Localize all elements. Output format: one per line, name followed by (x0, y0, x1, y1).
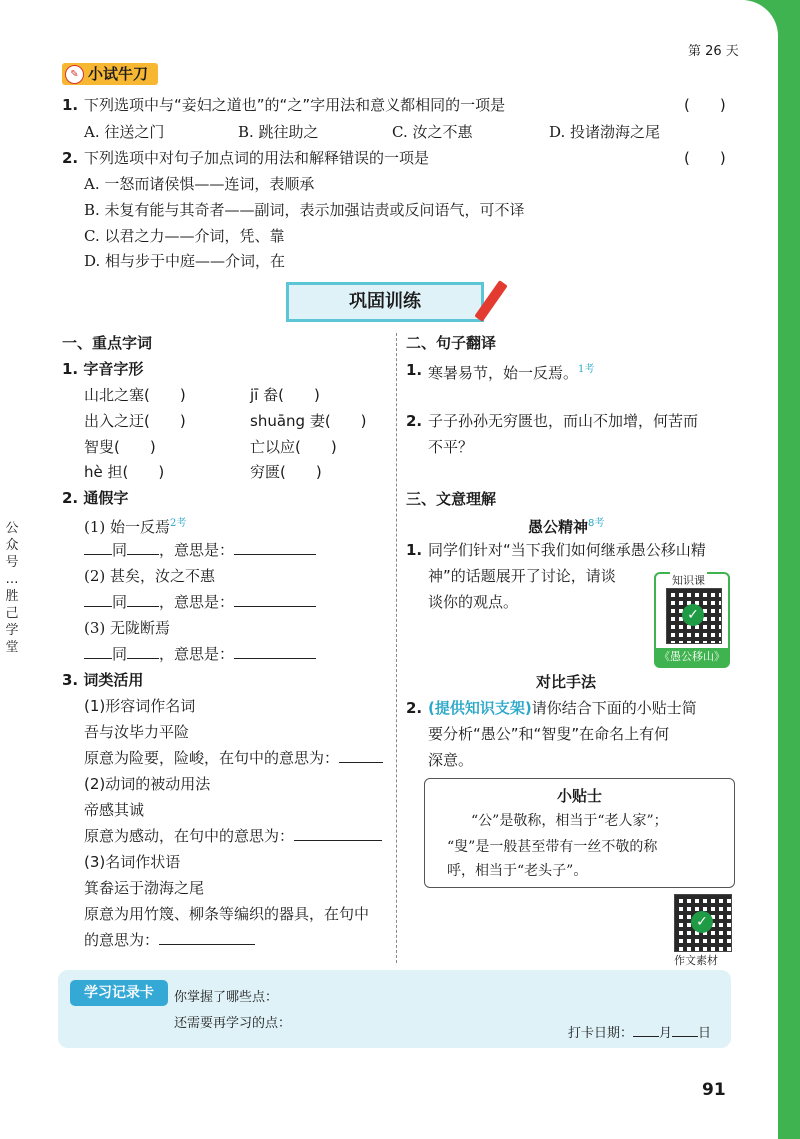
s3-orig-3: 原意为用竹篾、柳条等编织的器具，在句中 (84, 905, 370, 923)
s1-item-8: 穷匮( ) (250, 463, 322, 481)
record-card (58, 970, 731, 1048)
exam-tag: 1考 (578, 364, 595, 375)
check-icon: ✓ (682, 604, 704, 626)
s3-sentence-1: 吾与汝毕力平险 (84, 723, 190, 741)
sub1-title: 愚公精神$^{8考}$ (528, 518, 605, 536)
tip-box (424, 778, 735, 888)
t1-number: 1. (406, 361, 423, 379)
banner-title: 巩固训练 (349, 291, 421, 312)
q2-number: 2. (62, 149, 79, 167)
page-number: 91 (702, 1080, 726, 1100)
day-label: 第 26 天 (688, 44, 739, 59)
right-heading-2: 二、句子翻译 (406, 334, 497, 352)
s3-title: 3. 词类活用 (62, 671, 144, 689)
tip-title: 小贴士 (556, 787, 602, 805)
s1-item-2: jī 畚( ) (250, 386, 320, 404)
exam-tag: 8考 (588, 518, 605, 529)
s3-sentence-3: 箕畚运于渤海之尾 (84, 879, 205, 897)
q1-bracket: ( ) (684, 96, 726, 114)
t2-text: 子子孙孙无穷匮也，而山不加增，何苦而 (428, 412, 699, 430)
q1-text: 下列选项中与“妾妇之道也”的“之”字用法和意义都相同的一项是 (84, 96, 506, 114)
q1-option-c: C. 汝之不惠 (392, 123, 473, 141)
s2-title: 2. 通假字 (62, 489, 129, 507)
side-text: 公 众 号 … 胜 己 学 堂 (5, 521, 19, 655)
section-title-badge (62, 63, 158, 85)
s3-type-1: (1)形容词作名词 (84, 697, 196, 715)
pencil-icon: ✎ (65, 65, 84, 84)
rq2-number: 2. (406, 699, 423, 717)
t2-number: 2. (406, 412, 423, 430)
qr-caption: 作文素材 (674, 954, 718, 967)
q1-option-d: D. 投诸渤海之尾 (549, 123, 661, 141)
rq2-line-2: 要分析“愚公”和“智叟”在命名上有何 (428, 725, 670, 743)
q1-option-a: A. 往送之门 (84, 123, 165, 141)
t2-text-2: 不平？ (428, 438, 474, 456)
q1-number: 1. (62, 96, 79, 114)
record-date: 打卡日期： 月 日 (568, 1022, 711, 1041)
s3-sentence-2: 帝感其诚 (84, 801, 145, 819)
rq1-line-1: 同学们针对“当下我们如何继承愚公移山精 (428, 541, 706, 559)
s2-sentence-2: (2) 甚矣，汝之不惠 (84, 567, 216, 585)
rq1-line-2: 神”的话题展开了讨论，请谈 (428, 567, 616, 585)
s3-type-2: (2)动词的被动用法 (84, 775, 211, 793)
s1-item-7: hè 担( ) (84, 463, 165, 481)
column-divider (396, 333, 397, 963)
s3-type-3: (3)名词作状语 (84, 853, 181, 871)
s1-item-1: 山北之塞( ) (84, 386, 186, 404)
q2-bracket: ( ) (684, 149, 726, 167)
record-line-2: 还需要再学习的点： (174, 1016, 292, 1031)
qr-top-label: 知识课 (672, 574, 705, 587)
tip-line-3: 呼，相当于“老头子”。 (447, 863, 588, 879)
q2-option-a: A. 一怒而诸侯惧——连词，表顺承 (84, 175, 315, 193)
s2-line-1: 同 ，意思是： (84, 540, 316, 560)
knowledge-tag: (提供知识支架) (428, 699, 532, 717)
section-banner (286, 282, 484, 322)
tip-line-2: “叟”是一般甚至带有一丝不敬的称 (447, 839, 658, 855)
q1-option-b: B. 跳往助之 (238, 123, 319, 141)
exam-tag: 2考 (170, 518, 187, 529)
s1-title: 1. 字音字形 (62, 360, 144, 378)
s2-line-2: 同 ，意思是： (84, 592, 316, 612)
s2-sentence-1: (1) 始一反焉$^{2考}$ (84, 518, 187, 536)
rq1-number: 1. (406, 541, 423, 559)
right-heading-3: 三、文意理解 (406, 490, 497, 508)
check-icon: ✓ (691, 911, 713, 933)
knowledge-qr-card[interactable] (654, 572, 730, 668)
s1-item-3: 出入之迂( ) (84, 412, 186, 430)
s1-item-4: shuāng 妻( ) (250, 412, 367, 430)
left-heading: 一、重点字词 (62, 334, 153, 352)
s3-orig-3b: 的意思为： (84, 930, 255, 950)
s2-sentence-3: (3) 无陇断焉 (84, 619, 171, 637)
record-title: 学习记录卡 (70, 980, 168, 1006)
q2-option-d: D. 相与步于中庭——介词，在 (84, 252, 286, 270)
t1-text: 寒暑易节，始一反焉。$^{1考}$ (428, 364, 595, 382)
rq1-line-3: 谈你的观点。 (428, 593, 519, 611)
sub2-title: 对比手法 (536, 673, 597, 691)
record-line-1: 你掌握了哪些点： (174, 990, 279, 1005)
qr-bottom-label: 《愚公移山》 (656, 648, 728, 666)
rq2-line-3: 深意。 (428, 751, 474, 769)
rq2-line-1: (提供知识支架)请你结合下面的小贴士简 (428, 699, 697, 717)
q2-option-c: C. 以君之力——介词，凭、靠 (84, 227, 285, 245)
tip-line-1: “公”是敬称，相当于“老人家”； (471, 813, 668, 829)
s3-orig-1: 原意为险要，险峻，在句中的意思为： (84, 748, 383, 768)
s1-item-5: 智叟( ) (84, 438, 156, 456)
q2-text: 下列选项中对句子加点词的用法和解释错误的一项是 (84, 149, 430, 167)
q2-option-b: B. 未复有能与其奇者——副词，表示加强诘责或反问语气，可不译 (84, 201, 525, 219)
s3-orig-2: 原意为感动，在句中的意思为： (84, 826, 382, 846)
s2-line-3: 同 ，意思是： (84, 644, 316, 664)
section-title: 小试牛刀 (88, 65, 149, 83)
s1-item-6: 亡以应( ) (250, 438, 337, 456)
